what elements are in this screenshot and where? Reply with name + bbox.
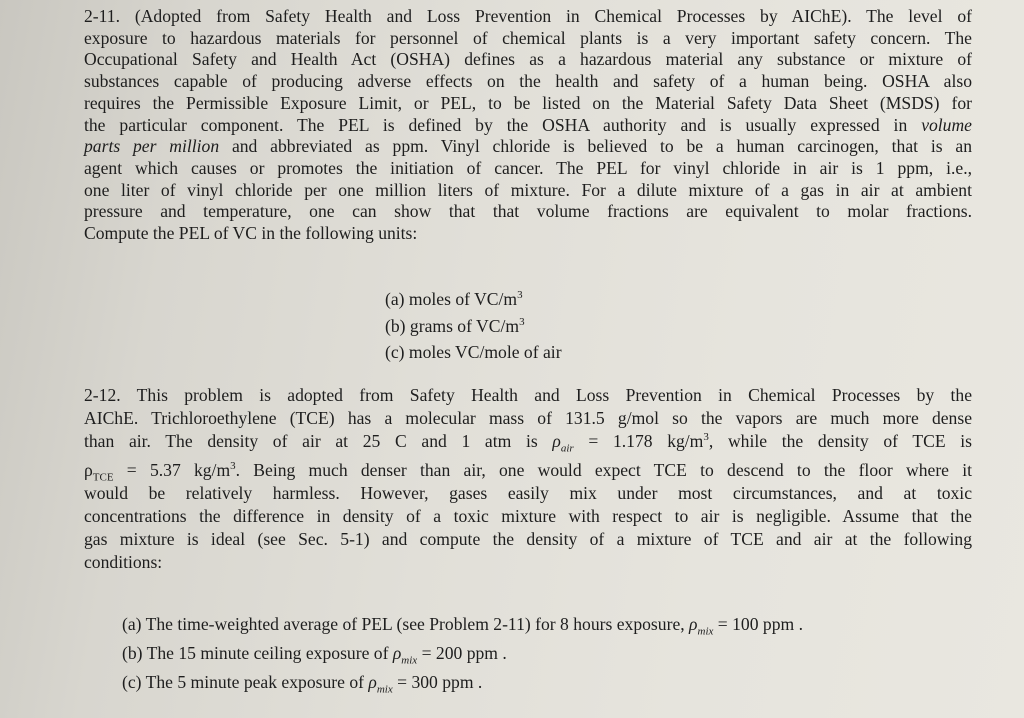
text-line: conditions:	[84, 552, 163, 572]
text-line: AIChE. Trichloroethylene (TCE) has a molecular mass of 131.5 g/mol so the vapors are much more dense	[84, 408, 972, 428]
text-run: and abbreviated as ppm. Vinyl chloride is believed to be a human carcinogen, that is an	[219, 136, 972, 157]
text-line-mixed	[84, 459, 972, 482]
subscript-mix: mix	[401, 654, 418, 667]
list-item	[122, 610, 803, 639]
superscript: 3	[703, 431, 709, 444]
text-run: = 5.37 kg/m	[113, 460, 231, 480]
rho-symbol: ρ	[84, 460, 93, 480]
item-text: = 300 ppm .	[392, 672, 483, 692]
text-line: exposure to hazardous materials for personnel of chemical plants is a very important safety concern. The	[84, 27, 972, 48]
text-run: than air. The density of air at 25 C and 1 atm is	[84, 431, 553, 451]
text-line: substances capable of producing adverse effects on the health and safety of a human being. OSHA also	[84, 71, 972, 92]
problem-2-12-conditions-list	[122, 610, 803, 697]
text-line: 2-11. (Adopted from Safety Health and Loss Prevention in Chemical Processes by AIChE). The level of	[84, 6, 972, 26]
text-line: concentrations the difference in density of a toxic mixture with respect to air is negligible. Assume that the	[84, 506, 972, 526]
list-item	[385, 313, 562, 340]
rho-symbol: ρ	[392, 643, 402, 663]
text-line: would be relatively harmless. However, gases easily mix under most circumstances, and at toxic	[84, 483, 972, 503]
list-item	[122, 639, 803, 668]
text-line-mixed	[84, 430, 972, 453]
subscript-tce: TCE	[92, 471, 114, 484]
item-text: (a) moles of VC/m	[385, 289, 518, 309]
superscript: 3	[230, 460, 236, 473]
item-text: (c) moles VC/mole of air	[385, 342, 562, 362]
rho-symbol: ρ	[689, 614, 698, 634]
item-text: (a) The time-weighted average of PEL (see Problem 2-11) for 8 hours exposure,	[122, 614, 690, 634]
subscript-mix: mix	[697, 625, 714, 638]
text-line: requires the Permissible Exposure Limit, or PEL, to be listed on the Material Safety Data Sheet (MSDS) for	[84, 92, 972, 113]
text-line: gas mixture is ideal (see Sec. 5-1) and compute the density of a mixture of TCE and air at the following	[84, 529, 972, 549]
subscript-air: air	[560, 442, 574, 455]
rho-symbol: ρ	[368, 672, 377, 692]
text-line: agent which causes or promotes the initiation of cancer. The PEL for vinyl chloride in air is 1 ppm, i.e.,	[84, 157, 972, 178]
text-line-mixed	[84, 136, 972, 158]
list-item	[385, 339, 562, 366]
italic-run: parts per million	[84, 136, 220, 157]
item-text: = 200 ppm .	[417, 643, 507, 663]
rho-symbol: ρ	[552, 431, 561, 451]
problem-2-12-paragraph	[84, 384, 972, 574]
text-run: the particular component. The PEL is defined by the OSHA authority and is usually expressed in	[84, 114, 908, 135]
text-line: Compute the PEL of VC in the following units:	[84, 223, 418, 244]
superscript: 3	[517, 289, 523, 302]
item-text: = 100 ppm .	[713, 614, 803, 634]
item-text: (b) The 15 minute ceiling exposure of	[122, 643, 393, 663]
text-line: one liter of vinyl chloride per one million liters of mixture. For a dilute mixture of a gas in air at ambient	[84, 179, 972, 200]
text-line: Occupational Safety and Health Act (OSHA) defines as a hazardous material any substance or mixture of	[84, 49, 972, 70]
problem-2-11-paragraph	[84, 6, 972, 245]
text-run: = 1.178 kg/m	[573, 431, 704, 451]
text-run: , while the density of TCE is	[708, 431, 972, 451]
text-run: . Being much denser than air, one would expect TCE to descend to the floor where it	[235, 460, 972, 480]
list-item	[122, 668, 803, 697]
superscript: 3	[519, 315, 525, 328]
italic-run: volume	[921, 114, 972, 135]
list-item	[385, 286, 562, 313]
item-text: (c) The 5 minute peak exposure of	[122, 672, 369, 692]
text-line: 2-12. This problem is adopted from Safety Health and Loss Prevention in Chemical Processes by the	[84, 385, 972, 405]
text-line-mixed	[84, 115, 972, 137]
text-line: pressure and temperature, one can show that that volume fractions are equivalent to molar fractions.	[84, 201, 972, 222]
subscript-mix: mix	[376, 683, 393, 696]
problem-2-11-units-list	[385, 286, 562, 366]
item-text: (b) grams of VC/m	[385, 315, 520, 336]
